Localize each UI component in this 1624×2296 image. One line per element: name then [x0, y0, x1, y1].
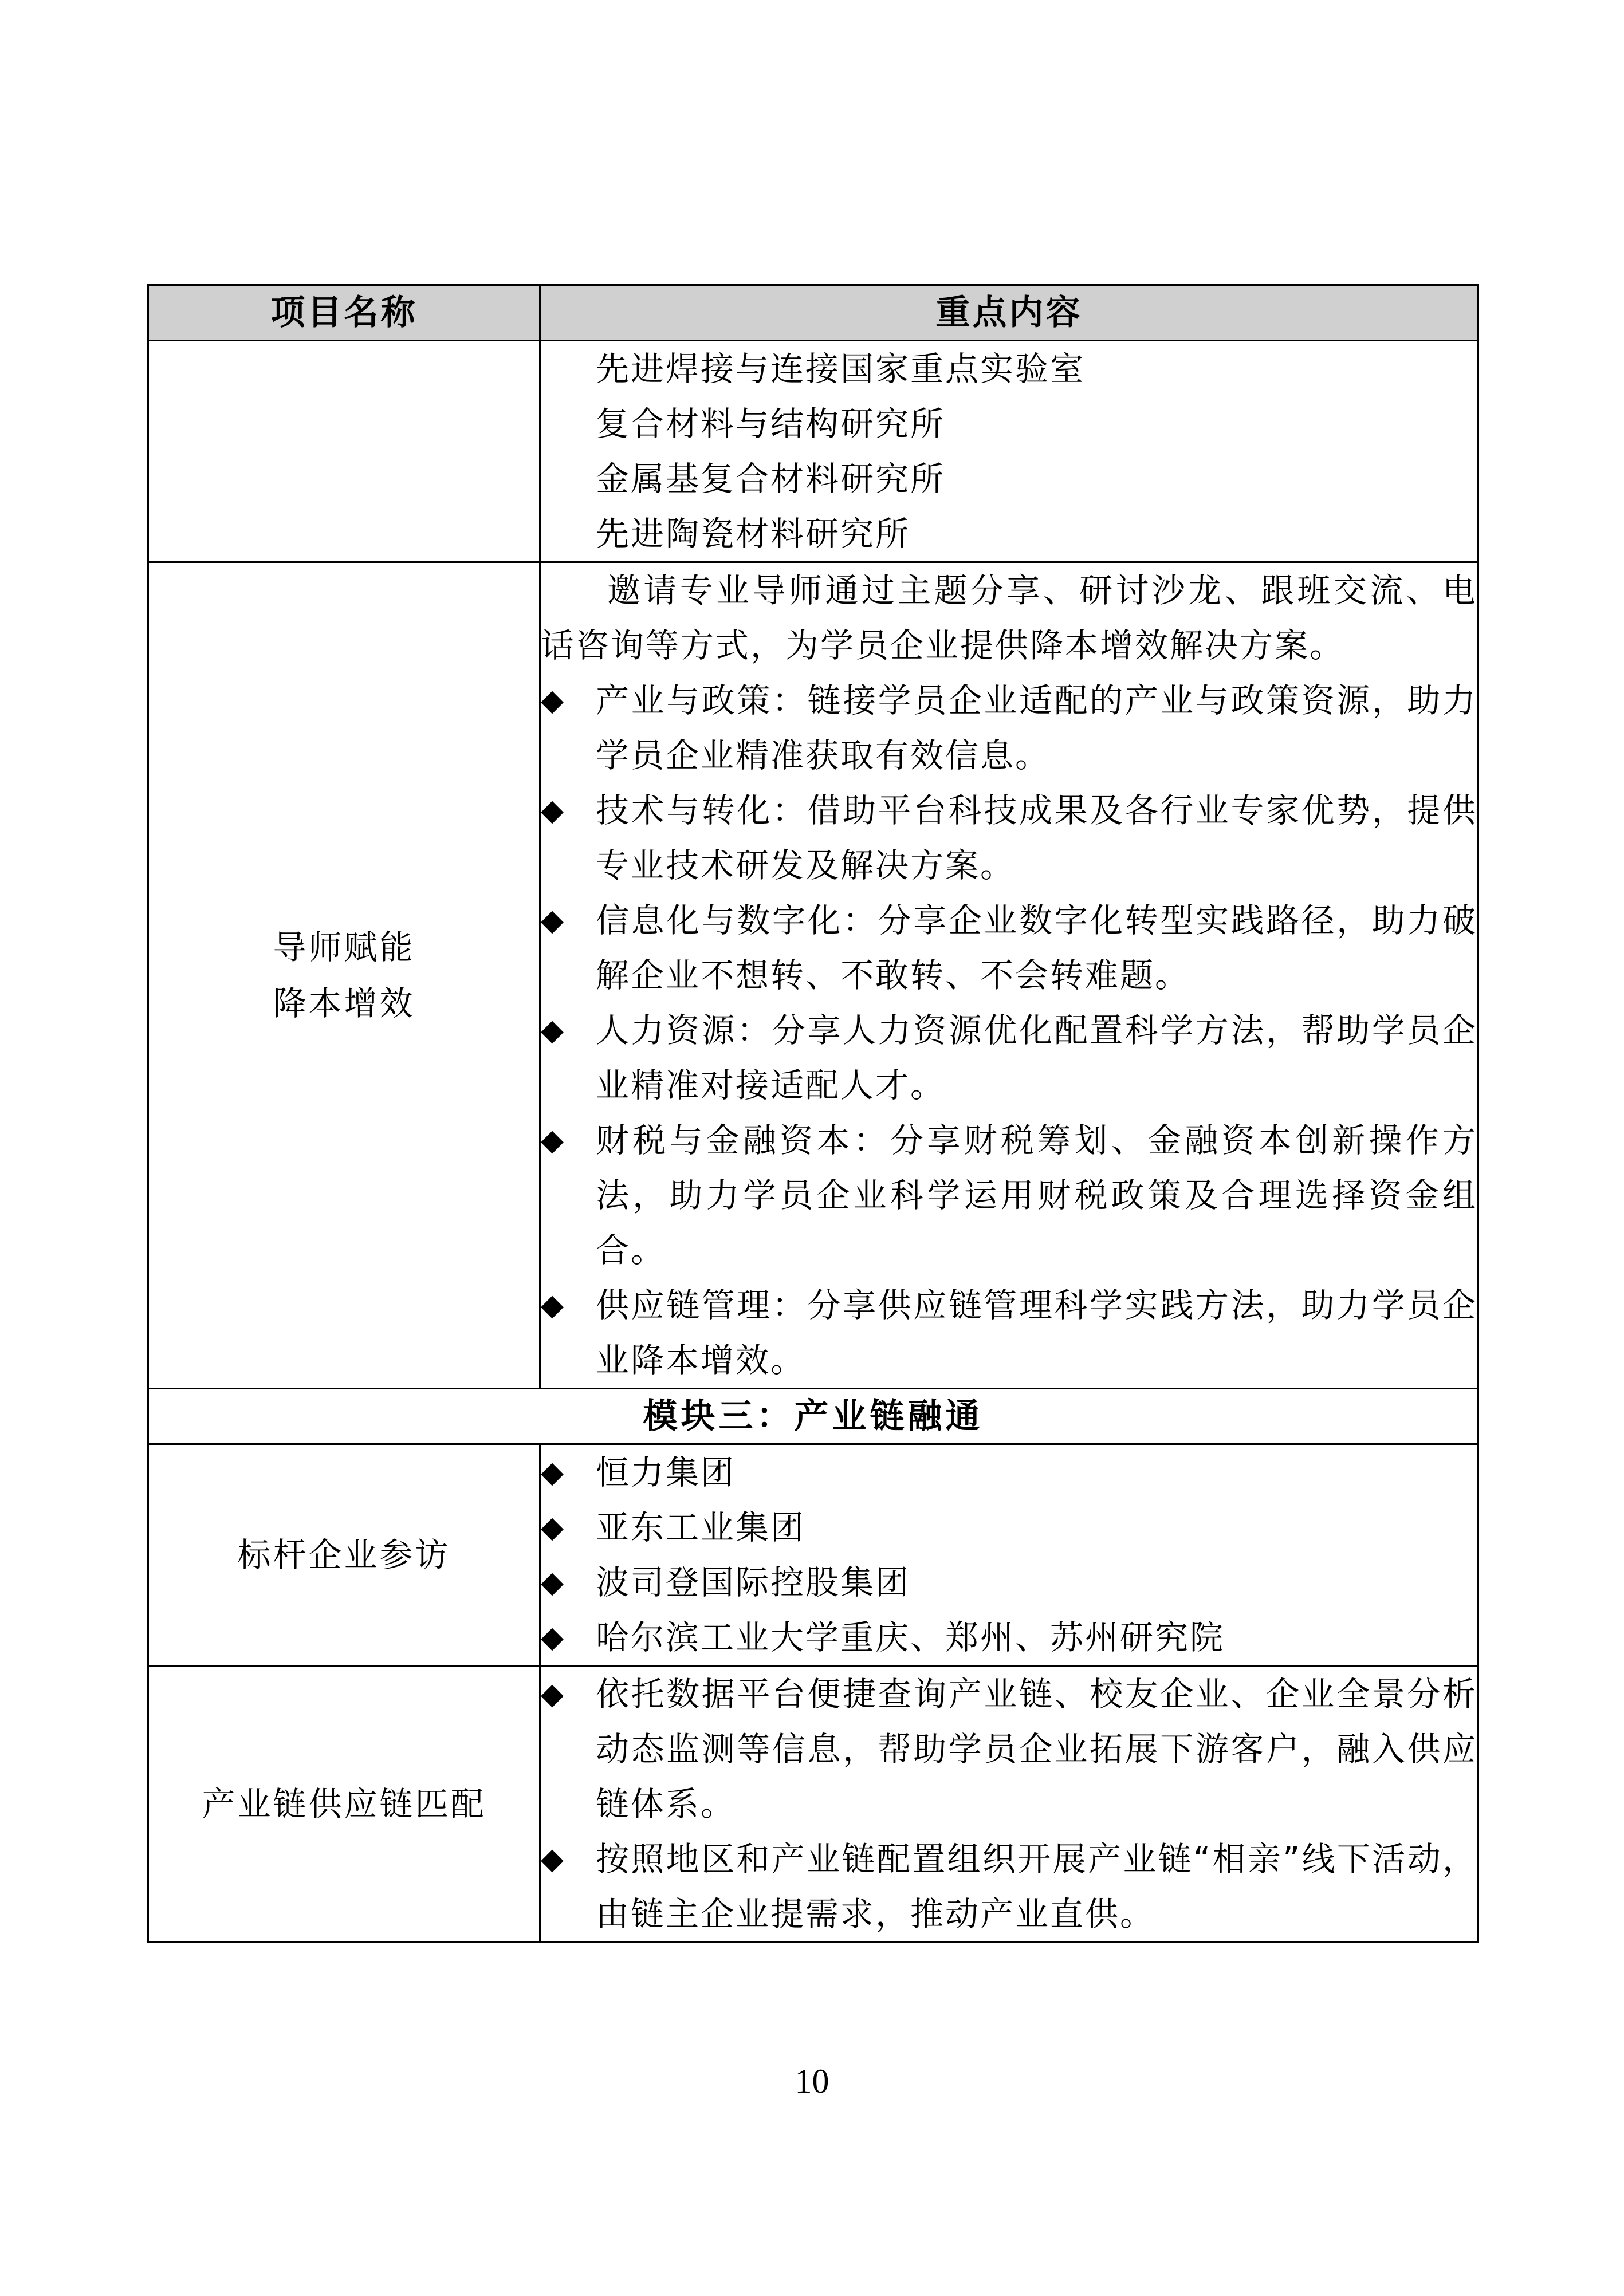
list-item — [541, 1278, 1477, 1388]
list-item — [541, 1610, 1477, 1665]
bullet-text: 供应链管理：分享供应链管理科学实践方法，助力学员企业降本增效。 — [596, 1286, 1477, 1380]
lab-line: 金属基复合材料研究所 — [596, 459, 946, 498]
bullet-text: 信息化与数字化：分享企业数字化转型实践路径，助力破解企业不想转、不敢转、不会转难题。 — [596, 901, 1477, 995]
list-item — [541, 1555, 1477, 1610]
table-row — [148, 341, 1478, 562]
diamond-bullet-icon: ◆ — [541, 1620, 565, 1655]
bullet-text: 财税与金融资本：分享财税筹划、金融资本创新操作方法，助力学员企业科学运用财税政策及合理选择资金组合。 — [596, 1121, 1477, 1270]
list-item — [541, 1667, 1477, 1832]
header-key-content: 重点内容 — [540, 285, 1478, 341]
bullet-text: 波司登国际控股集团 — [596, 1563, 911, 1602]
table-row — [148, 562, 1478, 1389]
diamond-bullet-icon: ◆ — [541, 1677, 565, 1711]
lab-line: 复合材料与结构研究所 — [596, 404, 946, 443]
diamond-bullet-icon: ◆ — [541, 683, 565, 718]
row-name-cell — [148, 562, 540, 1389]
table-row — [148, 1666, 1478, 1943]
header-project-name: 项目名称 — [148, 285, 540, 341]
list-item — [541, 893, 1477, 1003]
diamond-bullet-icon: ◆ — [541, 1842, 565, 1876]
diamond-bullet-icon: ◆ — [541, 1565, 565, 1600]
row-content-cell — [540, 562, 1478, 1389]
diamond-bullet-icon: ◆ — [541, 1013, 565, 1047]
diamond-bullet-icon: ◆ — [541, 1510, 565, 1545]
row-content-cell — [540, 341, 1478, 562]
row-name-line: 导师赋能 — [273, 928, 415, 967]
row-content-cell — [540, 1444, 1478, 1666]
table-header-row — [148, 285, 1478, 341]
bullet-text: 恒力集团 — [596, 1453, 736, 1492]
bullet-text: 按照地区和产业链配置组织开展产业链“相亲”线下活动，由链主企业提需求，推动产业直供。 — [596, 1840, 1477, 1933]
row-content-cell — [540, 1666, 1478, 1943]
bullet-text: 产业与政策：链接学员企业适配的产业与政策资源，助力学员企业精准获取有效信息。 — [596, 681, 1477, 775]
row-name-line: 降本增效 — [273, 984, 415, 1023]
list-item — [541, 1500, 1477, 1555]
lab-line: 先进焊接与连接国家重点实验室 — [596, 349, 1086, 388]
row-name-cell: 标杆企业参访 — [148, 1444, 540, 1666]
bullet-text: 技术与转化：借助平台科技成果及各行业专家优势，提供专业技术研发及解决方案。 — [596, 791, 1477, 885]
page-number: 10 — [795, 2062, 829, 2100]
list-item — [541, 1832, 1477, 1941]
list-item — [541, 673, 1477, 783]
content-table — [147, 284, 1479, 1943]
diamond-bullet-icon: ◆ — [541, 1288, 565, 1322]
module-heading: 模块三：产业链融通 — [148, 1389, 1478, 1444]
module-heading-row — [148, 1389, 1478, 1444]
list-item — [541, 1445, 1477, 1500]
table-row — [148, 1444, 1478, 1666]
diamond-bullet-icon: ◆ — [541, 793, 565, 828]
row-name-cell — [148, 341, 540, 562]
diamond-bullet-icon: ◆ — [541, 903, 565, 938]
row-name-cell: 产业链供应链匹配 — [148, 1666, 540, 1943]
intro-paragraph: 邀请专业导师通过主题分享、研讨沙龙、跟班交流、电话咨询等方式，为学员企业提供降本增效解决方案。 — [541, 571, 1477, 665]
list-item — [541, 1003, 1477, 1113]
bullet-text: 人力资源：分享人力资源优化配置科学方法，帮助学员企业精准对接适配人才。 — [596, 1011, 1477, 1105]
bullet-text: 亚东工业集团 — [596, 1508, 806, 1547]
lab-line: 先进陶瓷材料研究所 — [596, 514, 911, 553]
diamond-bullet-icon: ◆ — [541, 1455, 565, 1490]
list-item — [541, 1113, 1477, 1278]
diamond-bullet-icon: ◆ — [541, 1123, 565, 1157]
bullet-text: 哈尔滨工业大学重庆、郑州、苏州研究院 — [596, 1618, 1225, 1657]
list-item — [541, 783, 1477, 893]
bullet-text: 依托数据平台便捷查询产业链、校友企业、企业全景分析动态监测等信息，帮助学员企业拓展下游客户，融入供应链体系。 — [596, 1675, 1477, 1824]
